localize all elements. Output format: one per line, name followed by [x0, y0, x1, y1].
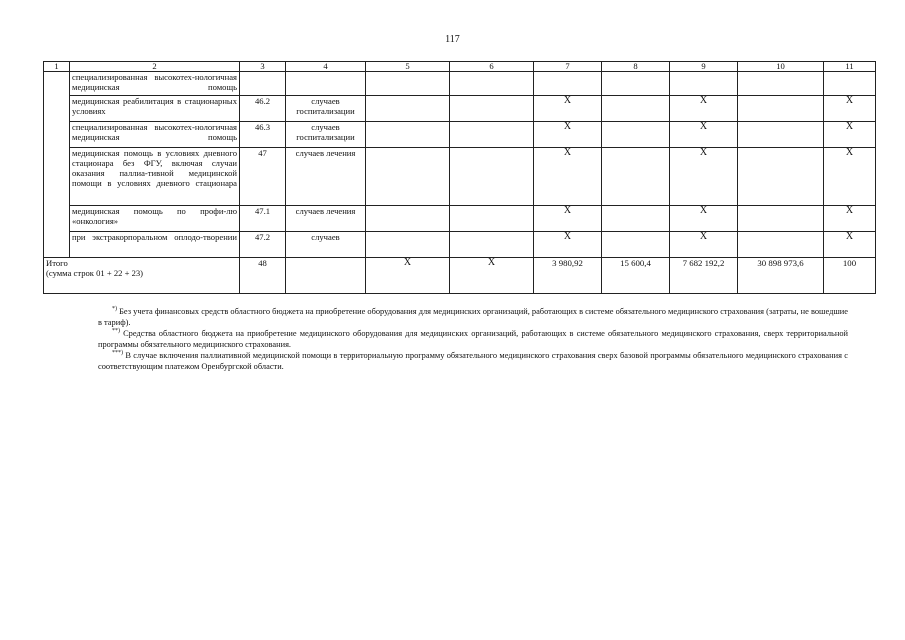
row-cell-11: X [824, 206, 876, 232]
footnote-2-mark: **) [112, 328, 120, 334]
col-header-2: 2 [70, 62, 240, 72]
row-cell-7: X [534, 122, 602, 148]
table-row [44, 206, 876, 232]
row-cell-8 [602, 72, 670, 96]
total-unit [286, 258, 366, 294]
footnote-1-text: Без учета финансовых средств областного бюджета на приобретение оборудования для медицинских организаций, работающих в системе обязательного медицинского страхования (затраты, не вошедшие в тариф). [98, 307, 848, 327]
page-number: 117 [445, 34, 460, 45]
row-name: медицинская реабилитация в стационарных условиях [70, 96, 240, 122]
table-row [44, 148, 876, 206]
total-label-line1: Итого [46, 258, 68, 268]
row-name: при экстракорпоральном оплодо-творении [70, 232, 240, 258]
col-header-8: 8 [602, 62, 670, 72]
row-name: медицинская помощь по профи-лю «онкология» [70, 206, 240, 232]
row-cell-9: X [670, 232, 738, 258]
row-code: 47.1 [240, 206, 286, 232]
row-cell-11 [824, 72, 876, 96]
row-cell-11: X [824, 122, 876, 148]
row-code: 46.2 [240, 96, 286, 122]
row-cell-8 [602, 206, 670, 232]
row-cell-5 [366, 148, 450, 206]
row-name: специализированная высокотех-нологичная медицинская помощь [70, 72, 240, 96]
row-cell-8 [602, 96, 670, 122]
total-cell-6: X [450, 258, 534, 294]
row-cell-6 [450, 96, 534, 122]
row-cell-8 [602, 232, 670, 258]
row-cell-7: X [534, 96, 602, 122]
row-code: 47.2 [240, 232, 286, 258]
total-cell-9: 7 682 192,2 [670, 258, 738, 294]
row-cell-11: X [824, 232, 876, 258]
footnote-1-mark: *) [112, 306, 117, 312]
row-code [240, 72, 286, 96]
row-unit: случаев госпитализации [286, 122, 366, 148]
footnote-3 [98, 350, 848, 372]
row-cell-9: X [670, 206, 738, 232]
row-cell-9: X [670, 96, 738, 122]
total-label [44, 258, 240, 294]
row-cell-5 [366, 232, 450, 258]
row-cell-7: X [534, 148, 602, 206]
table-row [44, 122, 876, 148]
row-unit: случаев [286, 232, 366, 258]
row-cell-8 [602, 148, 670, 206]
total-row [44, 258, 876, 294]
total-cell-8: 15 600,4 [602, 258, 670, 294]
row-name: специализированная высокотех-нологичная медицинская помощь [70, 122, 240, 148]
total-label-line2: (сумма строк 01 + 22 + 23) [46, 268, 144, 278]
col-header-7: 7 [534, 62, 602, 72]
row-cell-9: X [670, 122, 738, 148]
col-header-3: 3 [240, 62, 286, 72]
row-code: 47 [240, 148, 286, 206]
row-cell-10 [738, 148, 824, 206]
row-cell-10 [738, 72, 824, 96]
row-cell-10 [738, 206, 824, 232]
row-cell-6 [450, 122, 534, 148]
row-name: медицинская помощь в условиях дневного стационара без ФГУ, включая случаи оказания паллиа-тивной медицинской помощи в условиях дневного стационара [70, 148, 240, 206]
row-cell-8 [602, 122, 670, 148]
row-cell-11: X [824, 148, 876, 206]
table-row [44, 72, 876, 96]
row-cell-6 [450, 72, 534, 96]
row-code: 46.3 [240, 122, 286, 148]
col-header-1: 1 [44, 62, 70, 72]
row-cell-10 [738, 122, 824, 148]
col-header-11: 11 [824, 62, 876, 72]
total-cell-5: X [366, 258, 450, 294]
col-header-4: 4 [286, 62, 366, 72]
row-cell-7: X [534, 232, 602, 258]
row-cell-9 [670, 72, 738, 96]
row-unit [286, 72, 366, 96]
row-cell-7 [534, 72, 602, 96]
footnotes [98, 306, 848, 372]
col-header-9: 9 [670, 62, 738, 72]
footnote-1 [98, 306, 848, 328]
col-header-10: 10 [738, 62, 824, 72]
row-cell-5 [366, 206, 450, 232]
row-cell-10 [738, 96, 824, 122]
table-row [44, 96, 876, 122]
row-cell-11: X [824, 96, 876, 122]
header-row [44, 62, 876, 72]
col-header-5: 5 [366, 62, 450, 72]
row-cell-10 [738, 232, 824, 258]
table-row [44, 232, 876, 258]
total-cell-11: 100 [824, 258, 876, 294]
row-cell-6 [450, 232, 534, 258]
row-cell-5 [366, 96, 450, 122]
row-cell-6 [450, 148, 534, 206]
row-cell-5 [366, 122, 450, 148]
row-unit: случаев лечения [286, 148, 366, 206]
footnote-3-text: В случае включения паллиативной медицинской помощи в территориальную программу обязательного медицинского страхования сверх базовой программы обязательного медицинского страхования с соответствующим платежом Оренбургской области. [98, 351, 848, 371]
row-cell-6 [450, 206, 534, 232]
financing-table [43, 61, 876, 294]
total-code: 48 [240, 258, 286, 294]
row-unit: случаев лечения [286, 206, 366, 232]
col-header-6: 6 [450, 62, 534, 72]
row-unit: случаев госпитализации [286, 96, 366, 122]
row-cell-9: X [670, 148, 738, 206]
footnote-3-mark: ***) [112, 350, 123, 356]
row-cell-7: X [534, 206, 602, 232]
row-number-cell [44, 72, 70, 258]
footnote-2-text: Средства областного бюджета на приобретение медицинского оборудования для медицинских организаций, работающих в системе обязательного медицинского страхования, сверх территориальной программы обязательного медицинского страхования. [98, 329, 848, 349]
row-cell-5 [366, 72, 450, 96]
total-cell-10: 30 898 973,6 [738, 258, 824, 294]
total-cell-7: 3 980,92 [534, 258, 602, 294]
footnote-2 [98, 328, 848, 350]
